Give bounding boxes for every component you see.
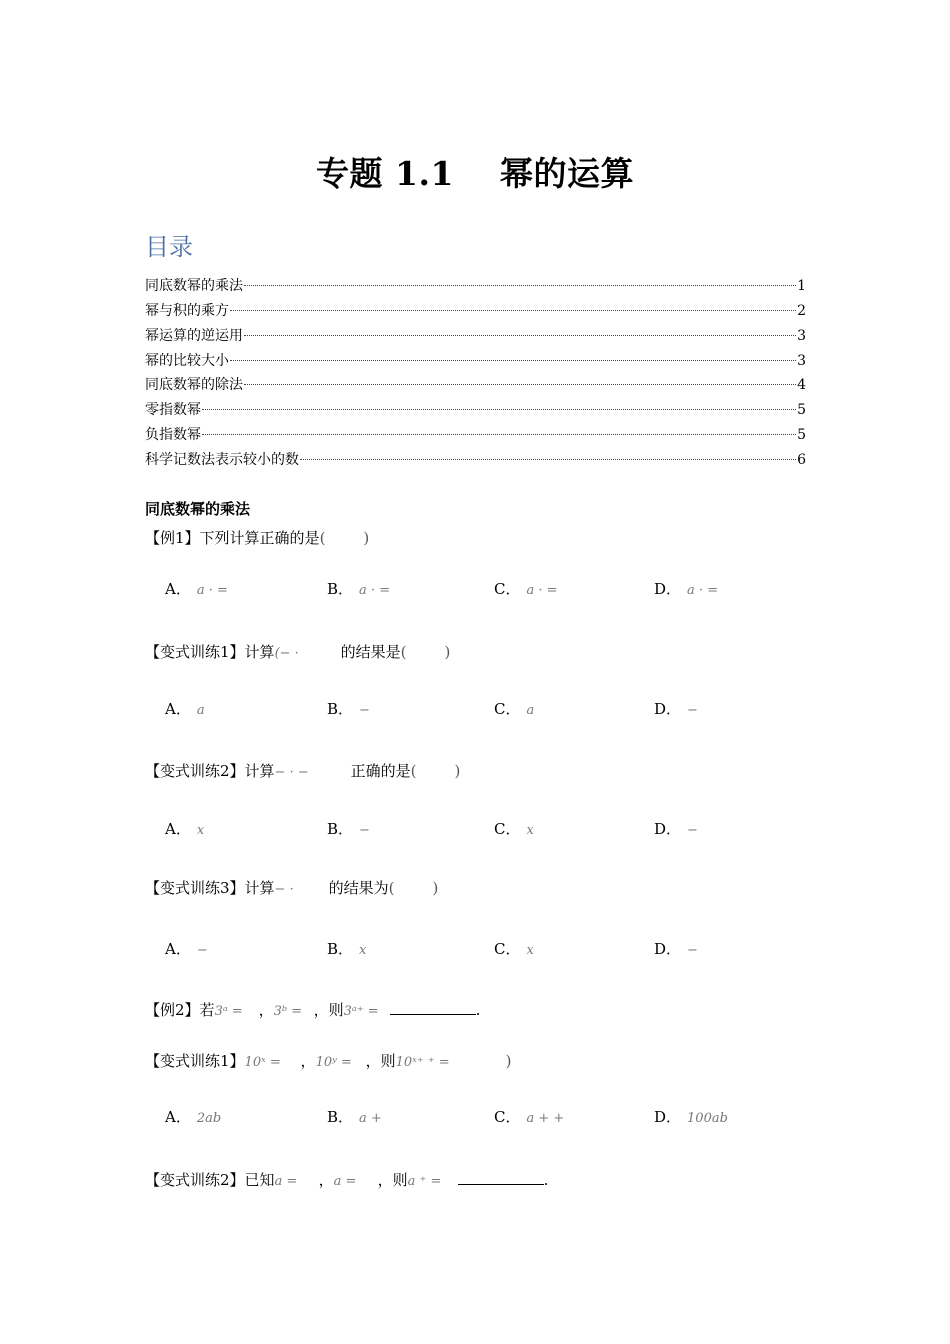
option-a[interactable] — [165, 698, 205, 719]
question-text: ， — [318, 1171, 334, 1189]
toc-entry[interactable] — [145, 424, 806, 442]
option-c[interactable] — [494, 818, 534, 839]
question-text: ， — [258, 1001, 274, 1019]
option-expr: a + + — [526, 1111, 565, 1126]
option-letter: C． — [494, 820, 521, 838]
option-letter: A． — [165, 700, 191, 718]
option-letter: A． — [165, 820, 191, 838]
option-a[interactable] — [165, 818, 204, 839]
option-a[interactable] — [165, 578, 228, 599]
toc-entry-page: 3 — [797, 353, 806, 369]
option-b[interactable] — [327, 578, 390, 599]
question-tag: 【例1】 — [145, 529, 200, 547]
toc-entry-page: 5 — [797, 402, 806, 418]
question-tag: 【变式训练1】 — [145, 643, 245, 661]
option-a[interactable] — [165, 938, 208, 959]
option-letter: D． — [654, 820, 682, 838]
option-letter: C． — [494, 700, 521, 718]
option-expr: − — [359, 823, 370, 838]
paren-close: ) — [363, 529, 370, 547]
toc-entry[interactable] — [145, 350, 806, 368]
toc-entry[interactable] — [145, 275, 806, 293]
option-expr: x — [526, 943, 534, 958]
question-tag: 【例2】 — [145, 1001, 200, 1019]
math-expression: 10ˣ⁺ ⁺ = — [395, 1055, 450, 1070]
option-a[interactable] — [165, 1106, 221, 1127]
toc-heading: 目录 — [145, 233, 193, 261]
option-letter: C． — [494, 580, 521, 598]
option-d[interactable] — [654, 1106, 728, 1127]
option-expr: a + — [359, 1111, 382, 1126]
question-text: 的结果是 — [340, 643, 401, 661]
option-b[interactable] — [327, 698, 370, 719]
toc-entry-label: 幂的比较大小 — [145, 353, 229, 369]
question-text: 的结果为 — [328, 879, 389, 897]
question-tag: 【变式训练1】 — [145, 1052, 245, 1070]
toc-entry-page: 3 — [797, 328, 806, 344]
option-letter: D． — [654, 1108, 682, 1126]
toc-entry[interactable] — [145, 325, 806, 343]
question-tag: 【变式训练2】 — [145, 762, 245, 780]
option-letter: D． — [654, 940, 682, 958]
toc-entry-label: 科学记数法表示较小的数 — [145, 452, 299, 468]
option-letter: B． — [327, 580, 354, 598]
option-letter: A． — [165, 940, 191, 958]
question-text: 若 — [199, 1001, 215, 1019]
answer-blank[interactable] — [390, 1000, 476, 1015]
option-letter: B． — [327, 700, 354, 718]
option-expr: a · = — [687, 583, 719, 598]
option-letter: D． — [654, 580, 682, 598]
option-expr: − — [687, 943, 698, 958]
math-expression: 3ᵇ = — [273, 1004, 303, 1019]
question-text: ，则 — [365, 1052, 396, 1070]
paren-open: ( — [400, 643, 407, 661]
toc-entry-label: 幂运算的逆运用 — [145, 328, 243, 344]
question-text: 已知 — [244, 1171, 275, 1189]
toc-entry[interactable] — [145, 374, 806, 392]
question-3 — [145, 760, 460, 781]
toc-leader — [244, 334, 796, 336]
math-expression: 3ᵃ⁺ = — [343, 1004, 379, 1019]
option-expr: a · = — [526, 583, 558, 598]
question-text: 下列计算正确的是 — [199, 529, 320, 547]
paren-open: ( — [410, 762, 417, 780]
option-d[interactable] — [654, 578, 718, 599]
question-end: . — [475, 1001, 481, 1019]
toc-leader — [202, 408, 796, 410]
paren-close: ) — [454, 762, 461, 780]
section-heading: 同底数幂的乘法 — [145, 500, 251, 518]
toc-leader — [244, 383, 796, 385]
math-expression: 10ʸ = — [315, 1055, 352, 1070]
page-title — [0, 148, 950, 195]
paren-open: ( — [388, 879, 395, 897]
paren-open: ( — [319, 529, 326, 547]
toc-leader — [230, 359, 796, 361]
math-expression: a = — [274, 1174, 298, 1189]
question-text: ，则 — [313, 1001, 344, 1019]
toc-entry-page: 1 — [797, 278, 806, 294]
question-text: 计算 — [244, 643, 275, 661]
question-text: ，则 — [377, 1171, 408, 1189]
option-expr: − — [196, 943, 208, 958]
option-expr: − — [687, 703, 698, 718]
question-1 — [145, 527, 369, 548]
toc-entry-page: 6 — [797, 452, 806, 468]
toc-leader — [300, 458, 796, 460]
toc-entry-page: 5 — [797, 427, 806, 443]
option-expr: x — [196, 823, 205, 838]
option-expr: x — [526, 823, 534, 838]
question-tag: 【变式训练2】 — [145, 1171, 245, 1189]
question-2 — [145, 641, 450, 662]
option-expr: a — [526, 703, 535, 718]
question-end: . — [543, 1171, 549, 1189]
option-letter: A． — [165, 580, 191, 598]
option-letter: C． — [494, 940, 521, 958]
option-expr: 2ab — [196, 1111, 222, 1126]
toc-entry[interactable] — [145, 449, 806, 467]
toc-leader — [202, 433, 796, 435]
math-expression: a ⁺ = — [407, 1174, 442, 1189]
toc-leader — [244, 284, 796, 286]
option-expr: a · = — [196, 583, 228, 598]
title-part-2: 幂的运算 — [499, 154, 634, 193]
toc-entry-label: 同底数幂的除法 — [145, 377, 243, 393]
toc-entry-label: 同底数幂的乘法 — [145, 278, 243, 294]
option-expr: − — [359, 703, 370, 718]
math-expression: 10ˣ = — [244, 1055, 281, 1070]
paren-close: ) — [432, 879, 439, 897]
question-6 — [145, 1050, 511, 1071]
option-letter: B． — [327, 1108, 354, 1126]
toc-entry-page: 2 — [797, 303, 806, 319]
option-letter: D． — [654, 700, 682, 718]
answer-blank[interactable] — [458, 1170, 544, 1185]
paren-close: ) — [444, 643, 451, 661]
option-letter: A． — [165, 1108, 191, 1126]
question-4 — [145, 877, 438, 898]
option-letter: C． — [494, 1108, 521, 1126]
option-d[interactable] — [654, 938, 698, 959]
question-text: 计算 — [244, 762, 275, 780]
math-expression: 3ᵃ = — [214, 1004, 243, 1019]
paren-close: ) — [505, 1052, 512, 1070]
toc-entry[interactable] — [145, 399, 806, 417]
option-c[interactable] — [494, 578, 558, 599]
toc-leader — [230, 309, 796, 311]
toc-entry[interactable] — [145, 300, 806, 318]
math-expression: − · — [274, 882, 294, 897]
toc-entry-label: 幂与积的乘方 — [145, 303, 229, 319]
option-c[interactable] — [494, 938, 534, 959]
option-expr: − — [687, 823, 698, 838]
option-c[interactable] — [494, 698, 534, 719]
option-b[interactable] — [327, 938, 366, 959]
option-b[interactable] — [327, 1106, 382, 1127]
option-d[interactable] — [654, 698, 698, 719]
option-b[interactable] — [327, 818, 370, 839]
question-tag: 【变式训练3】 — [145, 879, 245, 897]
question-text: 计算 — [244, 879, 275, 897]
option-d[interactable] — [654, 818, 698, 839]
toc-entry-label: 零指数幂 — [145, 402, 201, 418]
math-expression: (− · — [274, 646, 299, 661]
option-letter: B． — [327, 940, 354, 958]
question-7 — [145, 1169, 548, 1190]
toc-entry-label: 负指数幂 — [145, 427, 201, 443]
question-5 — [145, 999, 480, 1020]
title-part-1: 专题 1.1 — [316, 154, 454, 193]
question-text: 正确的是 — [350, 762, 411, 780]
toc-entry-page: 4 — [797, 377, 806, 393]
question-text: ， — [300, 1052, 316, 1070]
option-expr: a — [196, 703, 205, 718]
option-expr: x — [359, 943, 367, 958]
option-expr: a · = — [359, 583, 391, 598]
math-expression: − · − — [274, 765, 309, 780]
option-c[interactable] — [494, 1106, 564, 1127]
option-expr: 100ab — [687, 1111, 728, 1126]
math-expression: a = — [333, 1174, 357, 1189]
option-letter: B． — [327, 820, 354, 838]
